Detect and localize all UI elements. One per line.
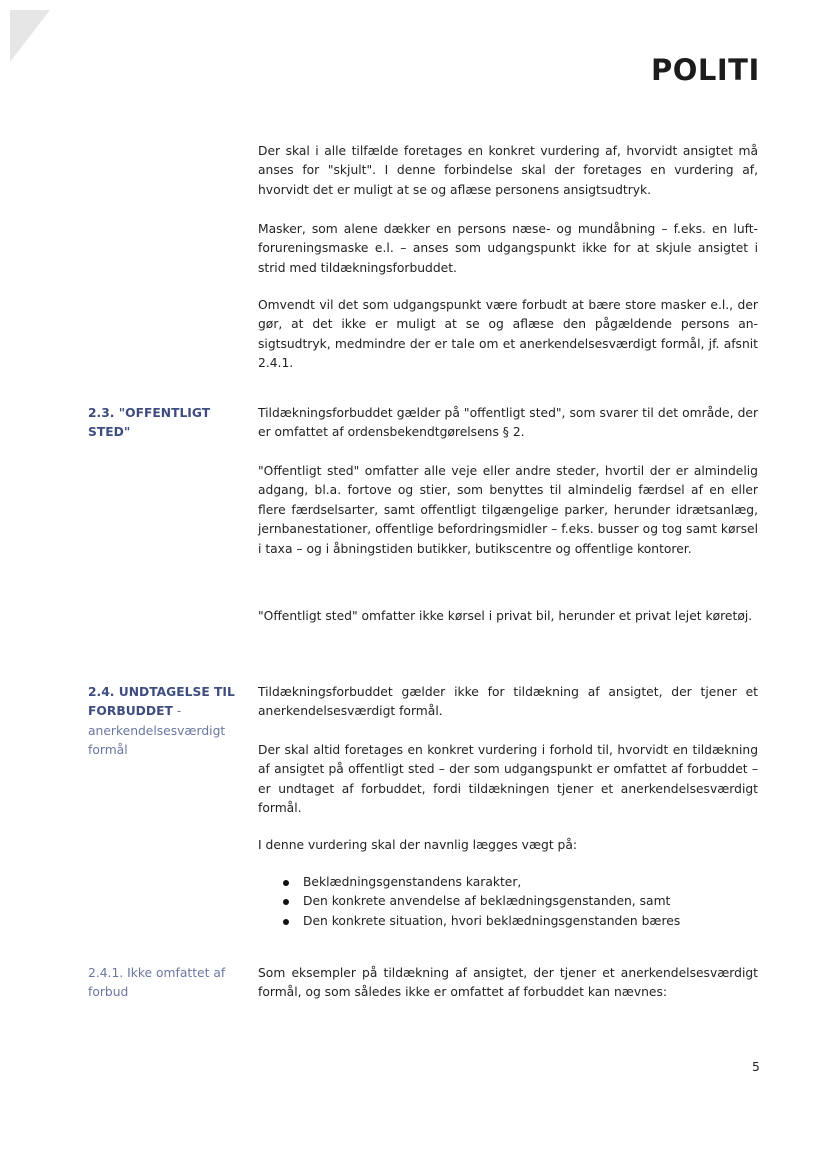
bullet-icon: [283, 899, 289, 905]
section-heading-2-3: [88, 404, 238, 443]
section-heading-2-4-subtitle: anerkendelsesværdigt formål: [88, 723, 226, 758]
page-corner-mark: [10, 10, 50, 62]
bullet-icon: [283, 880, 289, 886]
criteria-list: [258, 873, 758, 931]
paragraph-large-masks: Omvendt vil det som udgangspunkt være forbudt at bære store masker e.l., der gør, at det ikke er muligt at se og aflæse den pågældende persons an-sigtsudtryk, medmindre der er tale om et anerkendelsesværdigt formål, jf. afsnit 2.4.1.: [258, 298, 758, 371]
paragraph-examples: Som eksempler på tildækning af ansigtet, der tjener et anerkendelsesværdigt formål, og som således ikke er omfattet af forbuddet kan nævnes:: [258, 966, 758, 1000]
paragraph-masks: Masker, som alene dækker en persons næse- og mundåbning – f.eks. en luft-forureningsmaske e.l. – anses som udgangspunkt ikke for at skjule ansigtet i strid med tildækningsforbuddet.: [258, 222, 758, 275]
section-heading-2-4-separator: -: [172, 704, 182, 719]
paragraph-public-place-definition: "Offentligt sted" omfatter alle veje eller andre steder, hvortil der er almindelig adgang, bl.a. fortove og stier, som benyttes til almindelig færdsel af en eller flere færdselsarter, samt offentligt tilgængelige parker, herunder idrætsanlæg, jernbanestationer, offentlige befordringsmidler – f.eks. busser og tog samt kørsel i taxa – og i åbningstiden butikker, butikscentre og offentlige kontorer.: [258, 464, 758, 556]
paragraph-exception: Tildækningsforbuddet gælder ikke for tildækning af ansigtet, der tjener et anerkendelsesværdigt formål.: [258, 685, 758, 719]
paragraph-private-car: "Offentligt sted" omfatter ikke kørsel i privat bil, herunder et privat lejet køretøj.: [258, 609, 753, 623]
section-heading-2-3-text: 2.3. "OFFENTLIGT STED": [88, 406, 211, 440]
list-item: Beklædningsgenstandens karakter,: [258, 873, 758, 892]
paragraph-assessment-criteria: I denne vurdering skal der navnlig lægges vægt på:: [258, 838, 578, 852]
list-item: Den konkrete anvendelse af beklædningsgenstanden, samt: [258, 892, 758, 911]
section-heading-2-4-1-text: 2.4.1. Ikke omfattet af forbud: [88, 966, 226, 1000]
paragraph-skjult-assessment: Der skal i alle tilfælde foretages en konkret vurdering af, hvorvidt ansigtet må anses for "skjult". I denne forbindelse skal der foretages en vurdering af, hvorvidt det er muligt at se og aflæse personens ansigtsudtryk.: [258, 144, 758, 197]
page-number: 5: [752, 1060, 760, 1074]
paragraph-public-place: Tildækningsforbuddet gælder på "offentligt sted", som svarer til det område, der er omfattet af ordensbekendtgørelsens § 2.: [258, 406, 758, 440]
paragraph-concrete-assessment: Der skal altid foretages en konkret vurdering i forhold til, hvorvidt en tildækning af ansigtet på offentligt sted – der som udgangspunkt er omfattet af forbuddet – er undtaget af forbuddet, fordi tildækningen tjener et anerkendelsesværdigt formål.: [258, 743, 758, 816]
list-item: Den konkrete situation, hvori beklædningsgenstanden bæres: [258, 912, 758, 931]
section-heading-2-4-1: [88, 964, 238, 1003]
section-heading-2-4-title: 2.4. UNDTAGELSE TIL FORBUDDET: [88, 685, 235, 719]
bullet-icon: [283, 919, 289, 925]
politi-logo: POLITI: [651, 53, 760, 87]
section-heading-2-4: [88, 683, 238, 761]
